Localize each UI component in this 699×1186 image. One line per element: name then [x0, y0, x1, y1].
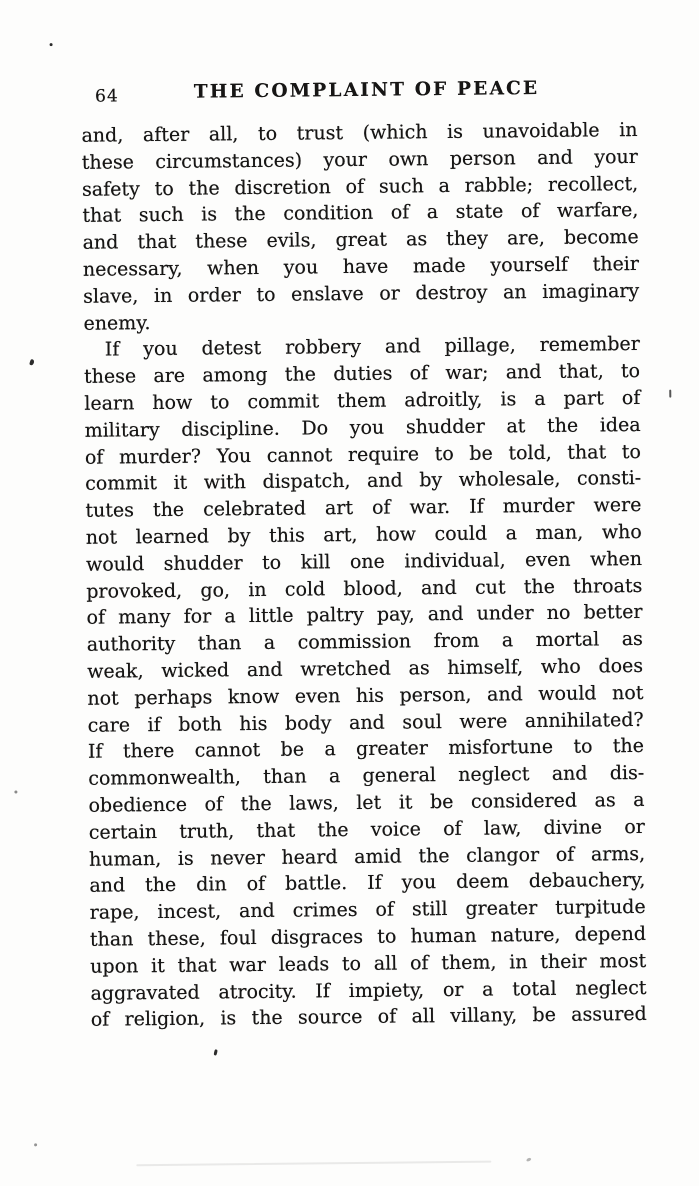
text-line: than these, foul disgraces to human nature, depend — [89, 922, 647, 951]
text-line: weak, wicked and wretched as himself, who does — [87, 654, 644, 683]
text-line: enemy. — [83, 311, 151, 335]
text-line: and that these evils, great as they are, become — [82, 226, 639, 254]
text-line: provoked, go, in cold blood, and cut the throats — [86, 574, 643, 603]
scan-speck — [14, 790, 17, 793]
scan-speck — [669, 390, 671, 398]
text-line: that such is the condition of a state of warfare, — [82, 199, 639, 228]
text-line: slave, in order to enslave or destroy an imaginary — [83, 279, 640, 308]
text-line: commonwealth, than a general neglect and dis- — [88, 762, 645, 790]
text-line: not learned by this art, how could a man, who — [85, 520, 642, 549]
text-line: human, is never heard amid the clangor of arms, — [89, 842, 646, 871]
text-line: of religion, is the source of all villany, be assured — [90, 1003, 647, 1032]
scan-speck — [29, 359, 35, 366]
scan-speck — [526, 1157, 532, 1162]
scan-speck — [213, 1049, 217, 1056]
page-body — [81, 117, 647, 1034]
running-header: THE COMPLAINT OF PEACE — [193, 77, 540, 103]
text-line: commit it with dispatch, and by wholesale, consti- — [85, 467, 642, 496]
text-line: not perhaps know even his person, and would not — [87, 681, 644, 710]
text-line: would shudder to kill one individual, even when — [85, 547, 643, 576]
text-line: upon it that war leads to all of them, in their most — [90, 949, 647, 978]
text-line: necessary, when you have made yourself their — [82, 252, 640, 281]
text-line: aggravated atrocity. If impiety, or a total neglect — [90, 976, 647, 1005]
text-line: care if both his body and soul were annihilated? — [87, 708, 644, 737]
text-line: certain truth, that the voice of law, divine or — [88, 815, 645, 844]
text-line: If there cannot be a greater misfortune to the — [87, 735, 645, 764]
text-line: these are among the duties of war; and that, to — [83, 360, 641, 388]
text-line: and, after all, to trust (which is unavoidable in — [81, 118, 638, 147]
text-line: and the din of battle. If you deem debauchery, — [89, 869, 646, 898]
text-line: rape, incest, and crimes of still greater turpitude — [89, 896, 646, 924]
text-line: of murder? You cannot require to be told, that to — [84, 440, 641, 469]
scan-speck — [50, 43, 53, 46]
scan-smudge — [136, 1161, 491, 1167]
page-number: 64 — [95, 86, 119, 107]
text-line: safety to the discretion of such a rabble; recollect, — [81, 172, 639, 201]
scan-speck — [34, 1143, 37, 1146]
text-line: authority than a commission from a mortal as — [86, 628, 643, 656]
text-line: of many for a little paltry pay, and under no better — [86, 601, 643, 630]
text-line: obedience of the laws, let it be considered as a — [88, 788, 645, 817]
text-line: learn how to commit them adroitly, is a part of — [84, 386, 641, 415]
text-line: If you detest robbery and pillage, remember — [104, 333, 640, 361]
text-line: these circumstances) your own person and your — [81, 145, 638, 174]
text-line: tutes the celebrated art of war. If murder were — [85, 494, 642, 522]
text-line: military discipline. Do you shudder at the idea — [84, 413, 641, 442]
